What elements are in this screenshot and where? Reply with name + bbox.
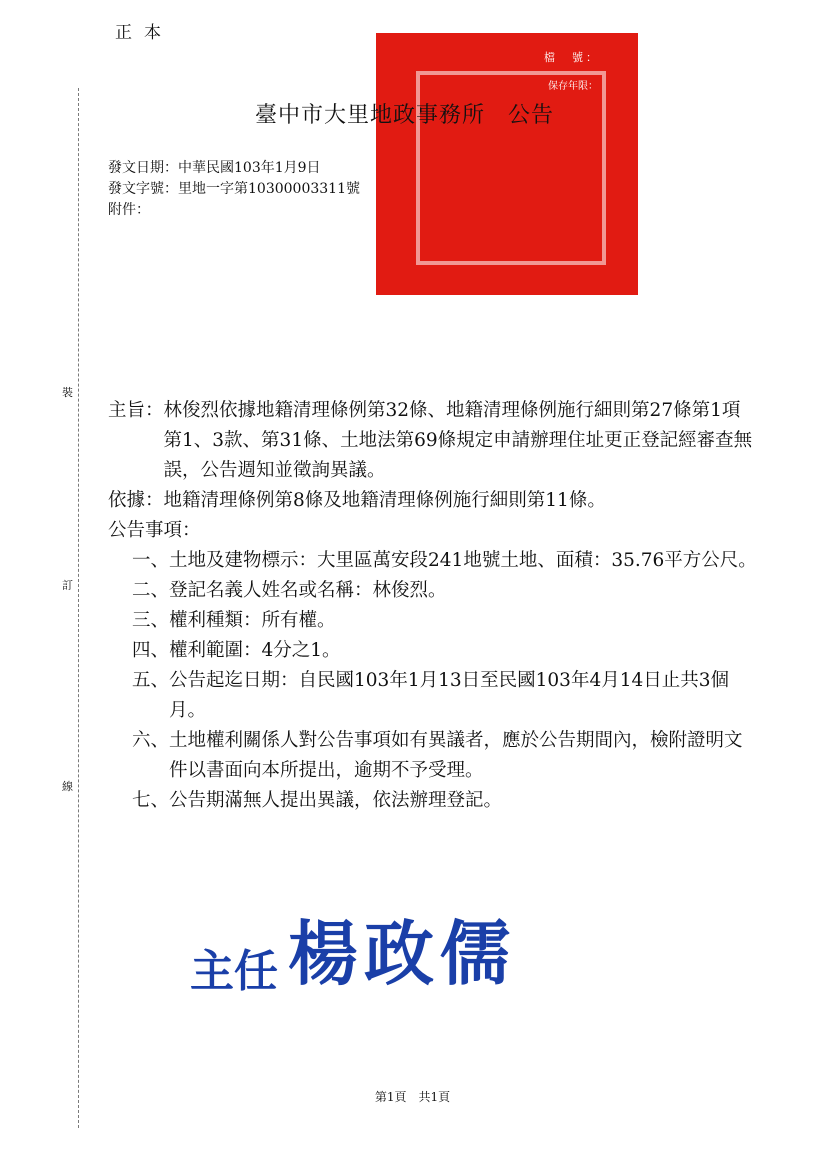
list-item <box>132 666 758 726</box>
list-item <box>132 576 758 606</box>
basis-label: 依據： <box>108 490 164 511</box>
signature-name: 楊政儒 <box>288 912 516 995</box>
binding-mark-2: 訂 <box>62 575 73 595</box>
item-number: 四、 <box>132 640 170 661</box>
binding-mark-3: 線 <box>62 776 73 796</box>
official-seal-stamp <box>376 33 638 295</box>
item-number: 一、 <box>132 550 170 571</box>
list-item <box>132 636 758 666</box>
subject-label: 主旨： <box>108 400 164 421</box>
attachment-label: 附件： <box>108 202 150 218</box>
list-item <box>132 786 758 816</box>
item-number: 三、 <box>132 610 170 631</box>
subject-text: 林俊烈依據地籍清理條例第32條、地籍清理條例施行細則第27條第1項第1、3款、第31條、土地法第69條規定申請辦理住址更正登記經審查無誤，公告週知並徵詢異議。 <box>163 400 753 481</box>
item-text: 土地權利關係人對公告事項如有異議者，應於公告期間內，檢附證明文件以書面向本所提出，逾期不予受理。 <box>169 730 743 781</box>
list-item <box>132 606 758 636</box>
document-number: 發文字號：里地一字第10300003311號 <box>108 181 360 197</box>
list-item <box>132 726 758 786</box>
list-item <box>132 546 758 576</box>
item-number: 七、 <box>132 790 170 811</box>
item-number: 五、 <box>132 670 170 691</box>
notice-body <box>108 396 758 816</box>
page-number: 第1頁 共1頁 <box>374 1090 451 1104</box>
director-signature-stamp <box>190 898 516 999</box>
file-number-label: 檔 號： <box>544 51 600 64</box>
notice-heading: 公告事項： <box>108 520 201 541</box>
item-text: 權利範圍：4分之1。 <box>169 640 341 661</box>
item-text: 登記名義人姓名或名稱：林俊烈。 <box>169 580 447 601</box>
basis-text: 地籍清理條例第8條及地籍清理條例施行細則第11條。 <box>163 490 606 511</box>
signature-title: 主任 <box>190 946 278 997</box>
item-text: 公告起迄日期：自民國103年1月13日至民國103年4月14日止共3個月。 <box>169 670 730 721</box>
item-text: 公告期滿無人提出異議，依法辦理登記。 <box>169 790 503 811</box>
copy-label: 正本 <box>115 23 173 43</box>
binding-mark-1: 裝 <box>62 382 73 402</box>
subject-section <box>108 396 758 486</box>
page-title: 臺中市大里地政事務所 公告 <box>255 103 555 128</box>
basis-section <box>108 486 758 516</box>
issue-date: 發文日期：中華民國103年1月9日 <box>108 160 321 176</box>
item-text: 土地及建物標示：大里區萬安段241地號土地、面積：35.76平方公尺。 <box>169 550 757 571</box>
retention-period-label: 保存年限： <box>548 81 598 92</box>
item-text: 權利種類：所有權。 <box>169 610 336 631</box>
document-meta <box>108 158 360 221</box>
item-number: 二、 <box>132 580 170 601</box>
binding-line <box>78 88 79 1128</box>
item-number: 六、 <box>132 730 170 751</box>
